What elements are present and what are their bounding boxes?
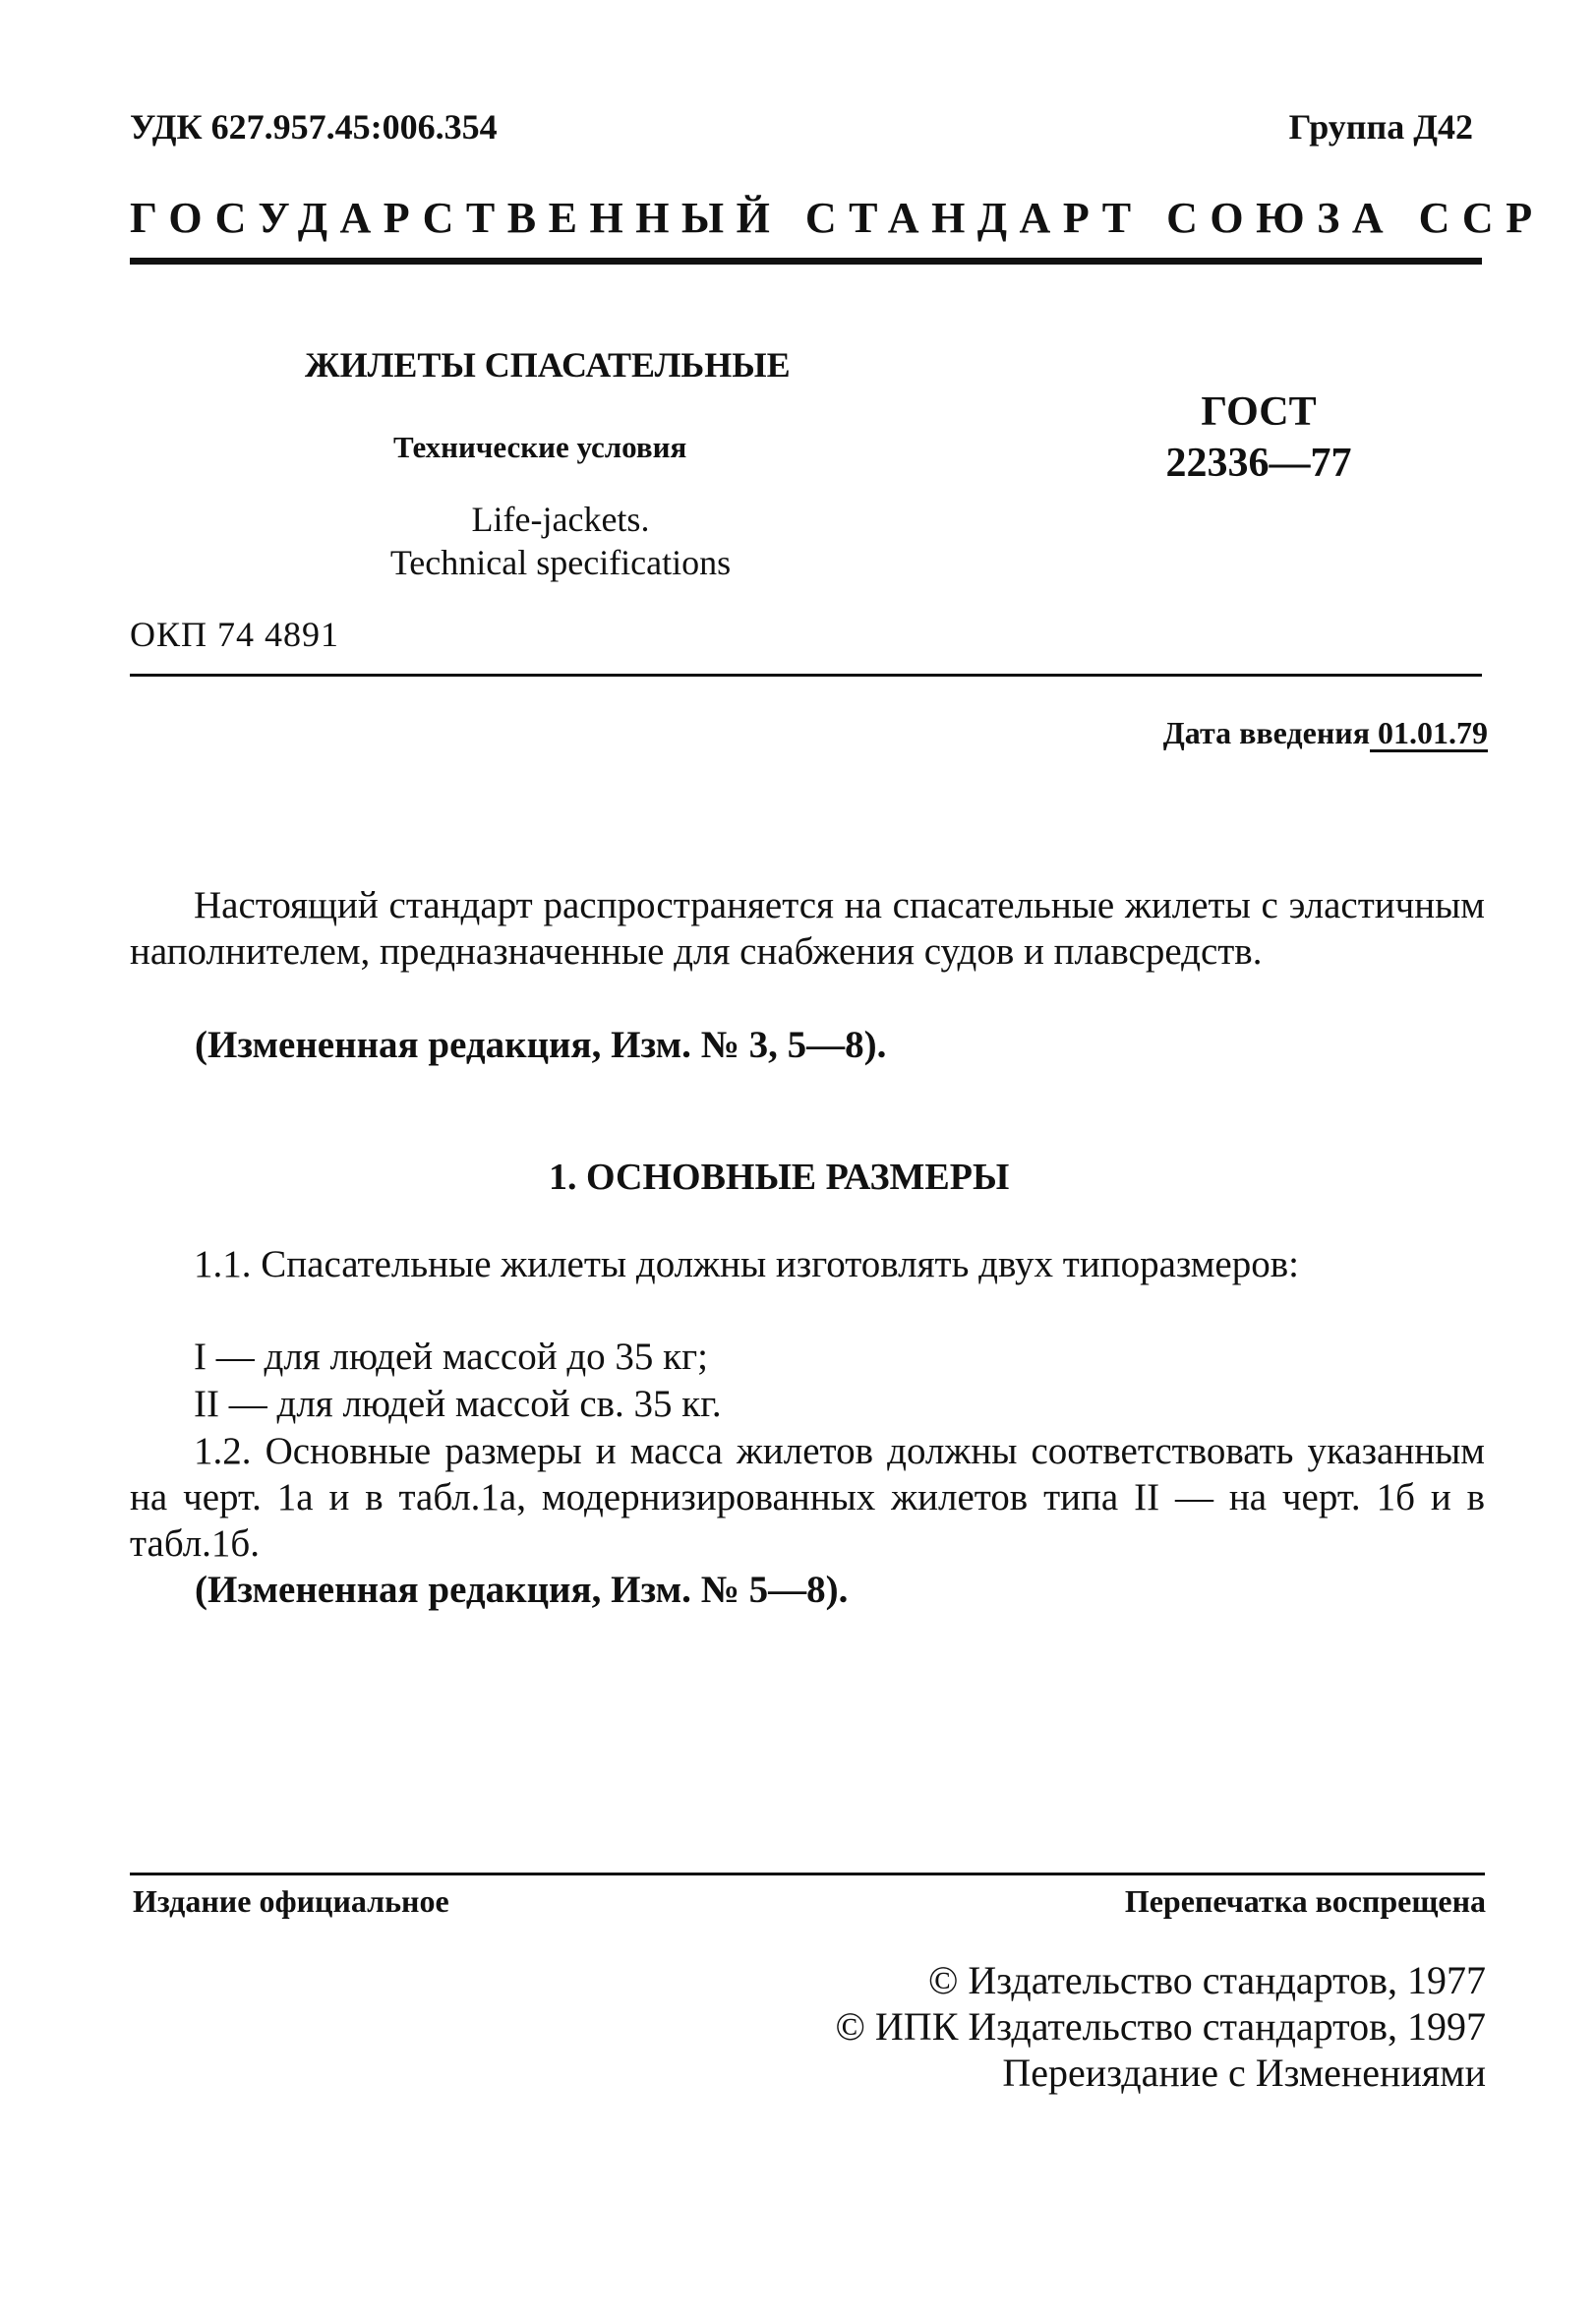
no-reprint-note: Перепечатка воспрещена <box>1124 1883 1486 1919</box>
footer-divider <box>130 1873 1485 1875</box>
section-1-title: 1. ОСНОВНЫЕ РАЗМЕРЫ <box>549 1157 1010 1198</box>
size-i-item: I — для людей массой до 35 кг; <box>194 1336 708 1378</box>
clause-1-2 <box>130 1428 1485 1567</box>
introduction-date-value: 01.01.79 <box>1378 715 1488 750</box>
gost-designation <box>1131 387 1387 489</box>
gost-label: ГОСТ <box>1201 389 1317 435</box>
size-ii-item: II — для людей массой св. 35 кг. <box>194 1383 722 1425</box>
reissue-note: Переиздание с Изменениями <box>1002 2051 1486 2095</box>
udk-code: УДК 627.957.45:006.354 <box>130 107 498 147</box>
english-title-line1: Life-jackets. <box>471 500 650 539</box>
okp-code: ОКП 74 4891 <box>130 615 340 654</box>
document-subtitle: Технические условия <box>393 430 687 464</box>
scope-paragraph <box>130 882 1485 975</box>
gost-number: 22336—77 <box>1165 441 1352 486</box>
header-divider <box>130 258 1482 265</box>
scope-change-note: (Измененная редакция, Изм. № 3, 5—8). <box>195 1024 887 1066</box>
introduction-date-label: Дата введения <box>1162 715 1370 750</box>
clause-1-1-text: 1.1. Спасательные жилеты должны изготовлять двух типоразмеров: <box>194 1243 1299 1285</box>
copyright-1977: © Издательство стандартов, 1977 <box>927 1958 1486 2002</box>
copyright-1997: © ИПК Издательство стандартов, 1997 <box>835 2004 1486 2049</box>
english-title-line2: Technical specifications <box>389 543 732 582</box>
clause-change-note: (Измененная редакция, Изм. № 5—8). <box>195 1569 849 1611</box>
scope-text: Настоящий стандарт распространяется на спасательные жилеты с эластичным наполнителем, предназначенные для снабжения судов и плавсредств. <box>130 884 1485 973</box>
english-title <box>285 498 836 584</box>
document-title: ЖИЛЕТЫ СПАСАТЕЛЬНЫЕ <box>305 345 791 385</box>
clause-1-1 <box>130 1241 1485 1287</box>
title-divider <box>130 674 1482 677</box>
clause-1-2-text: 1.2. Основные размеры и масса жилетов должны соответствовать указанным на черт. 1а и в табл.1а, модернизированных жилетов типа II — на черт. 1б и в табл.1б. <box>130 1430 1485 1565</box>
introduction-date <box>1163 715 1488 751</box>
edition-note: Издание официальное <box>133 1883 449 1919</box>
group-code: Группа Д42 <box>1288 107 1473 147</box>
state-standard-heading: ГОСУДАРСТВЕННЫЙ СТАНДАРТ СОЮЗА ССР <box>130 194 1545 242</box>
